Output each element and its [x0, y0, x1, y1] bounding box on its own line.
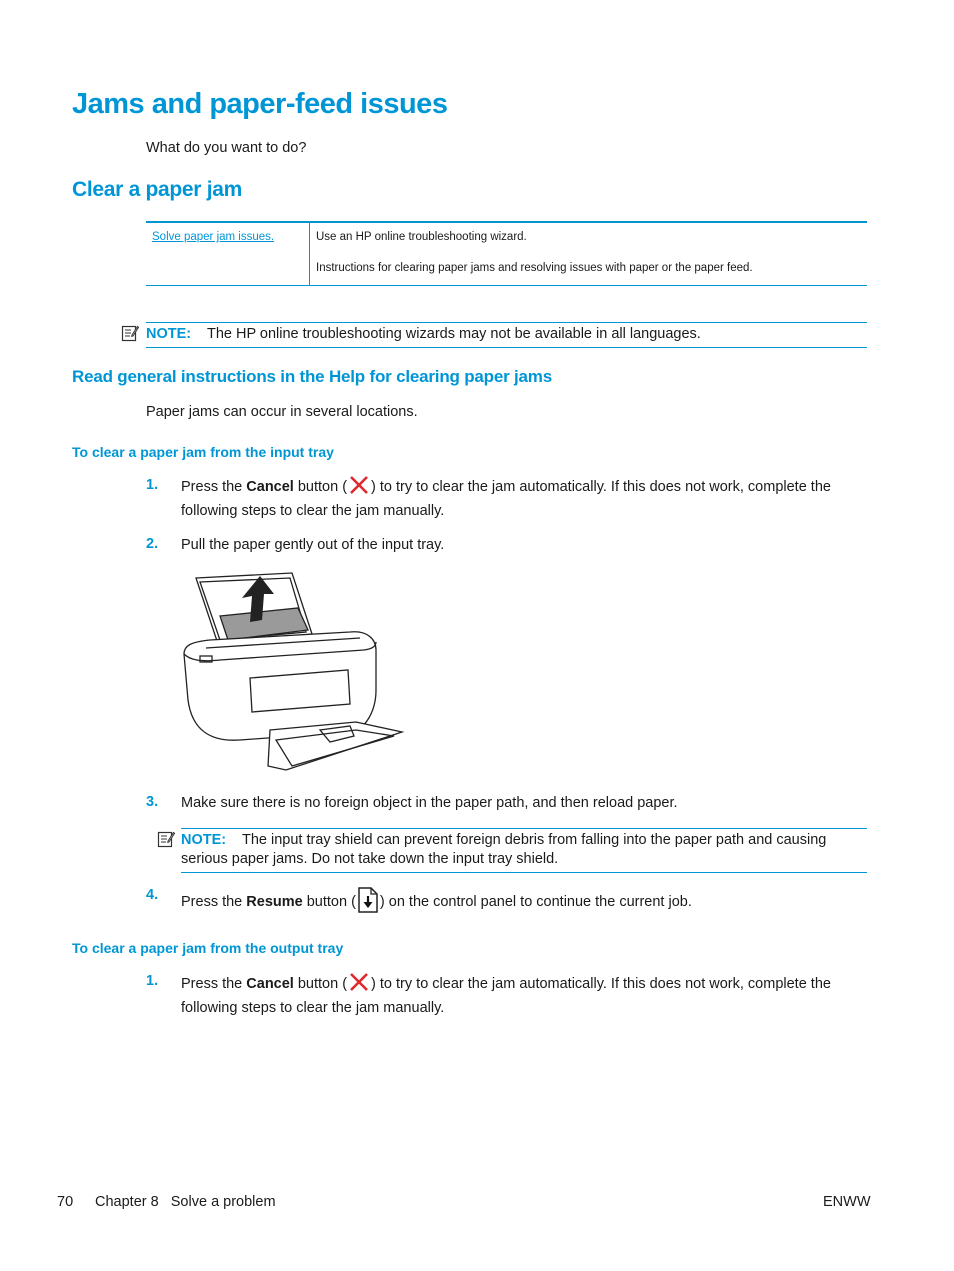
step-text-part: ) to try to clear the jam automatically. If this does not work, complete the following steps to clear the jam manually.: [181, 479, 831, 519]
step-number: 3.: [146, 794, 159, 810]
note-text: The input tray shield can prevent foreign debris from falling into the paper path and causing serious paper jams. Do not take down the input tray shield.: [181, 832, 827, 867]
printer-illustration: [180, 570, 408, 776]
page-number: 70: [57, 1194, 74, 1210]
step-text: [181, 888, 861, 916]
footer-locale: ENWW: [823, 1194, 871, 1210]
solve-paper-jam-link[interactable]: Solve paper jam issues.: [152, 231, 275, 243]
step-text-part: Press the: [181, 479, 247, 495]
cancel-icon: [347, 474, 371, 496]
step-text-part: Press the: [181, 893, 247, 910]
resume-icon: [356, 886, 380, 914]
wizard-table-row2: Instructions for clearing paper jams and resolving issues with paper or the paper feed.: [316, 262, 753, 274]
step-number: 4.: [146, 887, 159, 903]
note-label: NOTE:: [181, 832, 227, 848]
jam-locations-text: Paper jams can occur in several locations.: [146, 404, 418, 420]
cancel-icon: [347, 971, 371, 993]
note-line-shield: [181, 831, 861, 869]
procedure-heading-output-tray: To clear a paper jam from the output tray: [72, 940, 344, 956]
step-text-part: button (: [293, 479, 348, 495]
step-text-part: ) to try to clear the jam automatically. If this does not work, complete the following steps to clear the jam manually.: [181, 976, 831, 1016]
page-title: Jams and paper-feed issues: [72, 88, 448, 120]
intro-text: What do you want to do?: [146, 140, 307, 156]
note-icon: [121, 324, 139, 342]
step-text-part: button (: [293, 976, 348, 992]
wizard-table-row1: Use an HP online troubleshooting wizard.: [316, 231, 527, 243]
note-icon: [157, 830, 175, 848]
wizard-table: [146, 221, 867, 286]
step-text: [181, 475, 861, 523]
step-text-part: button (: [302, 893, 356, 910]
step-text: [181, 972, 861, 1020]
cancel-label: Cancel: [246, 479, 294, 495]
note-text: The HP online troubleshooting wizards may not be available in all languages.: [206, 326, 701, 342]
procedure-heading-input-tray: To clear a paper jam from the input tray: [72, 444, 334, 460]
wizard-table-left-cell: [146, 223, 310, 285]
note-line-wizards: [146, 326, 701, 342]
step-text: Pull the paper gently out of the input tray.: [181, 537, 445, 553]
step-number: 1.: [146, 973, 159, 989]
step-text: Make sure there is no foreign object in the paper path, and then reload paper.: [181, 795, 678, 811]
note-label: NOTE:: [146, 326, 192, 342]
step-text-part: Press the: [181, 976, 247, 992]
cancel-label: Cancel: [246, 976, 294, 992]
step-text-part: ) on the control panel to continue the current job.: [379, 893, 692, 910]
section-heading-clear-jam: Clear a paper jam: [72, 178, 242, 201]
step-number: 2.: [146, 536, 159, 552]
step-number: 1.: [146, 477, 159, 493]
subsection-heading-help: Read general instructions in the Help for clearing paper jams: [72, 367, 552, 386]
resume-label: Resume: [246, 893, 303, 910]
footer-chapter: Chapter 8 Solve a problem: [95, 1194, 276, 1210]
